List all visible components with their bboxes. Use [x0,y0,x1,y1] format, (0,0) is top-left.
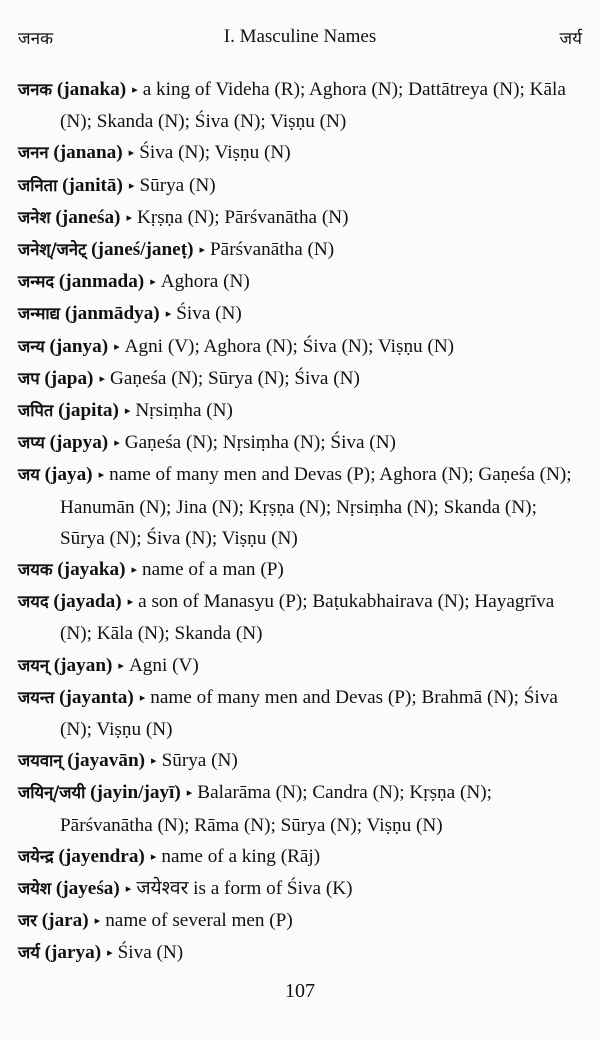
entry [18,234,586,266]
headword-devanagari: जयद [18,592,49,612]
entry [18,937,586,969]
headword-devanagari: जर [18,911,37,931]
arrow-icon: ▸ [150,276,156,289]
headword-transliteration: (janmādya) [64,303,160,325]
entry-definition: Gaṇeśa (N); Nṛsiṃha (N); Śiva (N) [124,432,396,454]
headword-devanagari: जन्माद्य [18,304,61,324]
arrow-icon: ▸ [99,372,105,385]
headword-transliteration: (jayavān) [67,750,146,772]
headword-transliteration: (janaka) [56,79,127,100]
headword-transliteration: (janitā) [62,174,123,196]
entry [18,363,586,395]
arrow-icon: ▸ [126,211,132,224]
arrow-icon: ▸ [127,596,134,609]
entry [18,427,586,459]
entry [18,459,586,554]
entry [18,682,586,745]
headword-transliteration: (janya) [49,335,109,357]
headword-devanagari: जप्य [18,433,45,453]
arrow-icon: ▸ [114,437,120,450]
entry-definition: Sūrya (N) [139,174,216,196]
entry-definition: Nṛsiṃha (N) [135,400,233,422]
page-number: 107 [285,980,315,1002]
headword-devanagari: जनन [18,143,49,163]
entry-definition: a king of Videha (R); Aghora (N); Dattātreya (N); Kāla (N); Skanda (N); Śiva (N); Viṣṇu (N) [60,79,566,133]
arrow-icon: ▸ [165,308,172,321]
headword-transliteration: (jayan) [53,654,113,676]
arrow-icon: ▸ [128,179,135,192]
headword-transliteration: (jayeśa) [55,878,120,900]
entry-definition: Kṛṣṇa (N); Pārśvanātha (N) [136,206,349,228]
running-header [18,26,582,56]
headword-devanagari: जयक [18,560,53,580]
headword-devanagari: जयिन्/जयी [18,783,86,803]
headword-devanagari: जयन्त [18,687,55,707]
headword-transliteration: (jara) [41,910,89,932]
entry [18,266,586,298]
entry-definition: Śiva (N) [117,942,184,964]
headword-transliteration: (janeś/janeṭ) [91,239,194,261]
entry [18,873,586,905]
headword-transliteration: (jayanta) [59,686,134,708]
headword-transliteration: (jayendra) [58,845,145,867]
arrow-icon: ▸ [94,915,101,928]
entry [18,841,586,873]
entry-definition: Śiva (N) [176,303,242,325]
headword-devanagari: जन्य [18,336,45,356]
arrow-icon: ▸ [118,659,124,672]
entry-definition: जयेश्वर is a form of Śiva (K) [136,878,353,900]
entry [18,137,586,169]
arrow-icon: ▸ [132,84,138,96]
entry-definition: name of several men (P) [105,910,293,932]
entry [18,554,586,586]
headword-transliteration: (janmada) [58,271,145,293]
entry [18,298,586,330]
headword-transliteration: (japa) [44,367,94,389]
headword-devanagari: जपित [18,401,54,421]
headword-devanagari: जनिता [18,175,58,195]
entry-definition: Agni (V) [128,654,199,676]
arrow-icon: ▸ [150,850,157,863]
headword-devanagari: जयेन्द्र [18,846,54,866]
dictionary-entries [18,74,586,970]
entry-definition: Balarāma (N); Candra (N); Kṛṣṇa (N); Pārśvanātha (N); Rāma (N); Sūrya (N); Viṣṇu (N) [60,782,492,836]
entry [18,202,586,234]
headword-transliteration: (jayin/jayī) [90,782,181,804]
headword-transliteration: (japya) [49,432,109,454]
entry [18,777,586,840]
header-first-word: जनक [18,29,54,49]
arrow-icon: ▸ [114,340,120,353]
headword-devanagari: जयन् [18,655,49,675]
entry-definition: name of a king (Rāj) [161,845,321,867]
headword-devanagari: जप [18,368,40,388]
entry-definition: Agni (V); Aghora (N); Śiva (N); Viṣṇu (N) [124,335,455,357]
entry-definition: Sūrya (N) [161,750,238,772]
arrow-icon: ▸ [128,147,135,160]
entry [18,395,586,427]
headword-devanagari: जय [18,465,40,485]
headword-devanagari: जनेश [18,207,51,227]
arrow-icon: ▸ [199,244,206,257]
arrow-icon: ▸ [139,691,146,704]
header-last-word: जर्य [559,29,582,49]
header-section-title: I. Masculine Names [223,26,377,47]
arrow-icon: ▸ [98,469,105,482]
headword-devanagari: जयेश [18,879,52,899]
headword-transliteration: (jaya) [44,464,93,486]
headword-transliteration: (japita) [58,400,119,422]
entry-definition: a son of Manasyu (P); Baṭukabhairava (N); Hayagrīva (N); Kāla (N); Skanda (N) [60,591,555,645]
entry [18,650,586,682]
entry-definition: Gaṇeśa (N); Sūrya (N); Śiva (N) [109,367,360,389]
entry-definition: name of a man (P) [142,559,284,581]
entry [18,170,586,202]
arrow-icon: ▸ [124,405,131,418]
arrow-icon: ▸ [131,564,138,577]
entry [18,74,586,137]
headword-transliteration: (jayada) [53,591,122,613]
headword-transliteration: (jayaka) [57,559,126,581]
headword-transliteration: (jarya) [44,942,102,964]
headword-transliteration: (janana) [53,142,123,164]
entry [18,586,586,649]
headword-devanagari: जनेश्/जनेट् [18,240,87,260]
entry-definition: name of many men and Devas (P); Aghora (N); Gaṇeśa (N); Hanumān (N); Jina (N); Kṛṣṇa (N); Nṛsiṃha (N); Skanda (N); Sūrya (N); Śiva (N); Viṣṇu (N) [60,464,572,549]
headword-devanagari: जनक [18,80,53,99]
entry-definition: Śiva (N); Viṣṇu (N) [139,142,291,164]
entry-definition: name of many men and Devas (P); Brahmā (N); Śiva (N); Viṣṇu (N) [60,686,558,741]
entry-definition: Aghora (N) [160,271,250,293]
entry-definition: Pārśvanātha (N) [210,239,335,261]
arrow-icon: ▸ [151,755,157,768]
headword-devanagari: जर्य [18,943,40,963]
headword-transliteration: (janeśa) [55,206,121,228]
arrow-icon: ▸ [107,947,113,960]
headword-devanagari: जयवान् [18,751,63,771]
arrow-icon: ▸ [125,883,132,896]
entry [18,905,586,937]
entry [18,331,586,363]
headword-devanagari: जन्मद [18,272,55,292]
arrow-icon: ▸ [186,787,193,800]
entry [18,745,586,777]
